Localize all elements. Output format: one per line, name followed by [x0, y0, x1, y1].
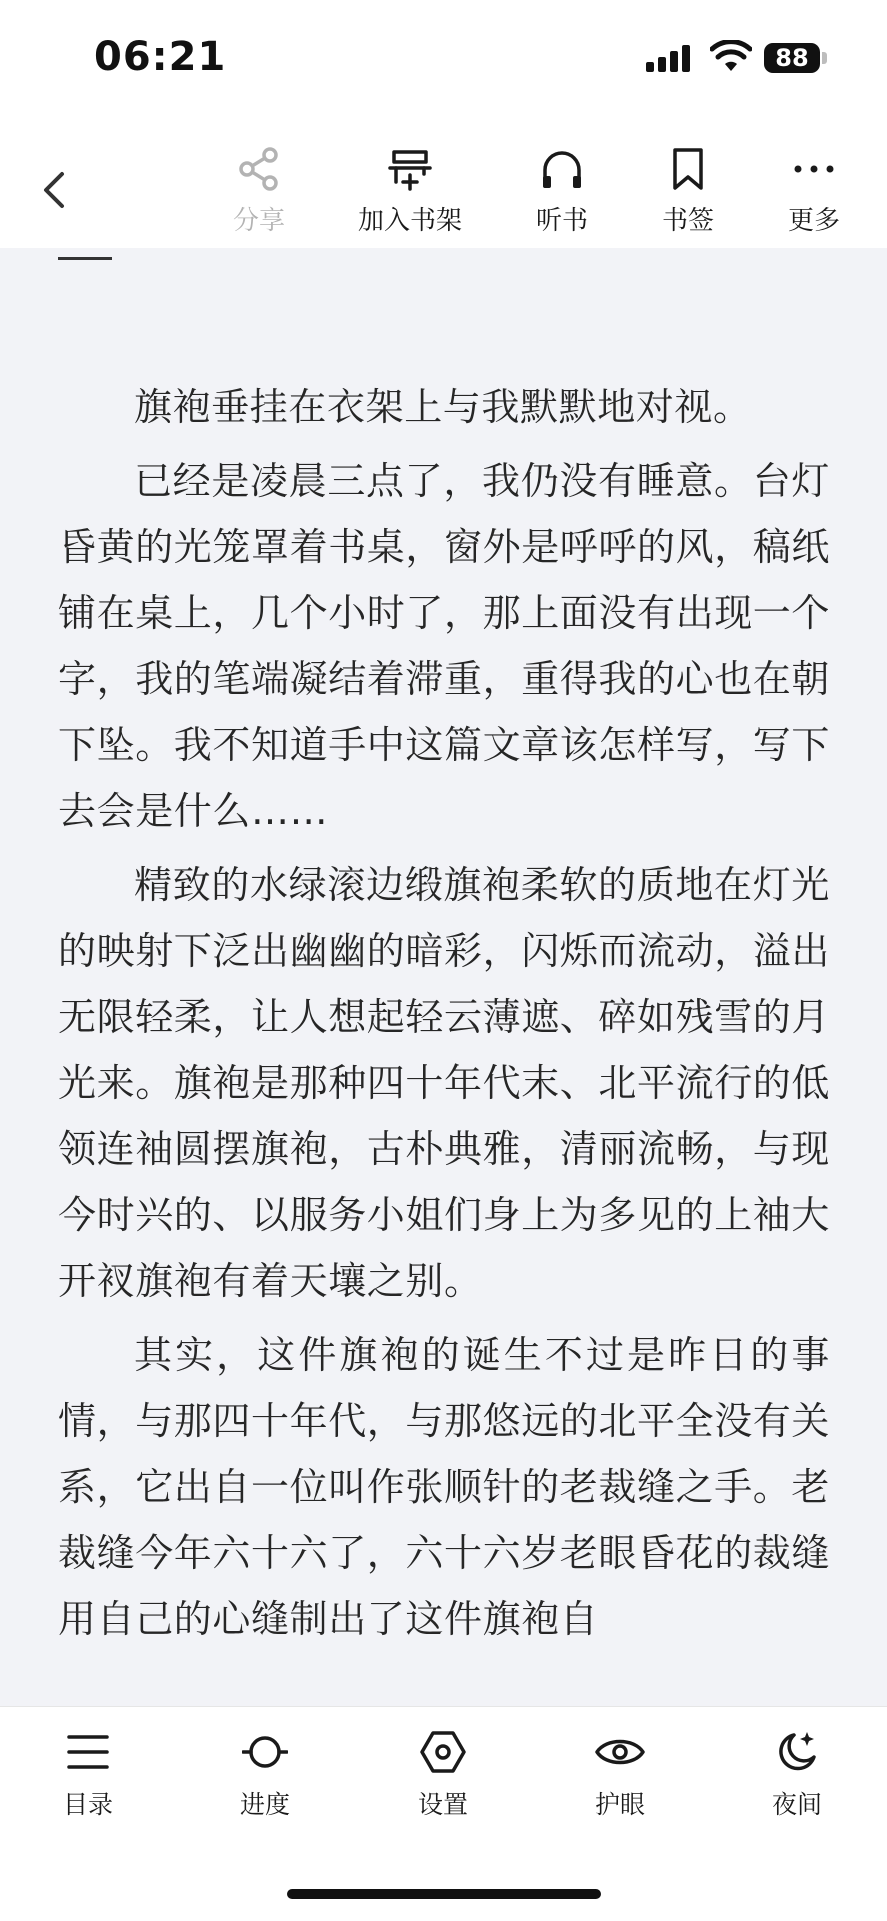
- cellular-signal-icon: [646, 44, 694, 72]
- toc-label: 目录: [62, 1790, 113, 1819]
- more-icon: [791, 146, 837, 192]
- share-icon: [236, 146, 282, 192]
- bookmark-icon: [665, 146, 711, 192]
- night-label: 夜间: [771, 1790, 822, 1819]
- menu-list-icon: [65, 1729, 111, 1775]
- bookmark-button[interactable]: [646, 146, 730, 236]
- share-button[interactable]: [214, 146, 304, 236]
- night-mode-button[interactable]: [737, 1729, 857, 1821]
- battery-tip: [822, 52, 827, 64]
- share-label: 分享: [232, 206, 285, 236]
- paragraph: 旗袍垂挂在衣架上与我默默地对视。: [134, 385, 752, 429]
- status-time: 06:21: [94, 34, 227, 80]
- paragraph: 精致的水绿滚边缎旗袍柔软的质地在灯光的映射下泛出幽幽的暗彩，闪烁而流动，溢出无限轻柔，让人想起轻云薄遮、碎如残雪的月光来。旗袍是那种四十年代末、北平流行的低领连袖圆摆旗袍，古朴典雅，清丽流畅，与现今时兴的、以服务小姐们身上为多见的上袖大开衩旗袍有着天壤之别。: [58, 863, 831, 1303]
- add-shelf-icon: [387, 146, 433, 192]
- back-icon[interactable]: [36, 168, 76, 212]
- progress-button[interactable]: [205, 1729, 325, 1821]
- settings-label: 设置: [417, 1790, 468, 1819]
- eye-care-label: 护眼: [594, 1790, 645, 1819]
- progress-label: 进度: [239, 1790, 290, 1819]
- listen-label: 听书: [535, 206, 588, 236]
- add-shelf-label: 加入书架: [357, 206, 462, 236]
- settings-button[interactable]: [383, 1729, 503, 1821]
- status-bar: [0, 0, 887, 118]
- home-indicator[interactable]: [287, 1889, 601, 1899]
- moon-star-icon: [774, 1729, 820, 1775]
- more-button[interactable]: [772, 146, 856, 236]
- reading-content[interactable]: [0, 248, 887, 1706]
- more-label: 更多: [787, 206, 840, 236]
- eye-care-button[interactable]: [560, 1729, 680, 1821]
- top-bar: [0, 0, 887, 248]
- progress-icon: [242, 1729, 288, 1775]
- headphones-icon: [539, 146, 585, 192]
- add-to-shelf-button[interactable]: [352, 146, 468, 236]
- eye-icon: [594, 1729, 646, 1775]
- wifi-icon: [710, 40, 752, 74]
- battery-icon: 88: [764, 43, 820, 73]
- section-divider: [58, 257, 112, 260]
- chapter-text: [58, 374, 830, 1660]
- toc-button[interactable]: [28, 1729, 148, 1821]
- paragraph: 已经是凌晨三点了，我仍没有睡意。台灯昏黄的光笼罩着书桌，窗外是呼呼的风，稿纸铺在桌上，几个小时了，那上面没有出现一个字，我的笔端凝结着滞重，重得我的心也在朝下坠。我不知道手中这篇文章该怎样写，写下去会是什么……: [58, 459, 831, 833]
- settings-hexagon-icon: [420, 1729, 466, 1775]
- bookmark-label: 书签: [661, 206, 714, 236]
- paragraph: 其实，这件旗袍的诞生不过是昨日的事情，与那四十年代，与那悠远的北平全没有关系，它出自一位叫作张顺针的老裁缝之手。老裁缝今年六十六了，六十六岁老眼昏花的裁缝用自己的心缝制出了这件旗袍自: [58, 1333, 831, 1641]
- listen-button[interactable]: [520, 146, 604, 236]
